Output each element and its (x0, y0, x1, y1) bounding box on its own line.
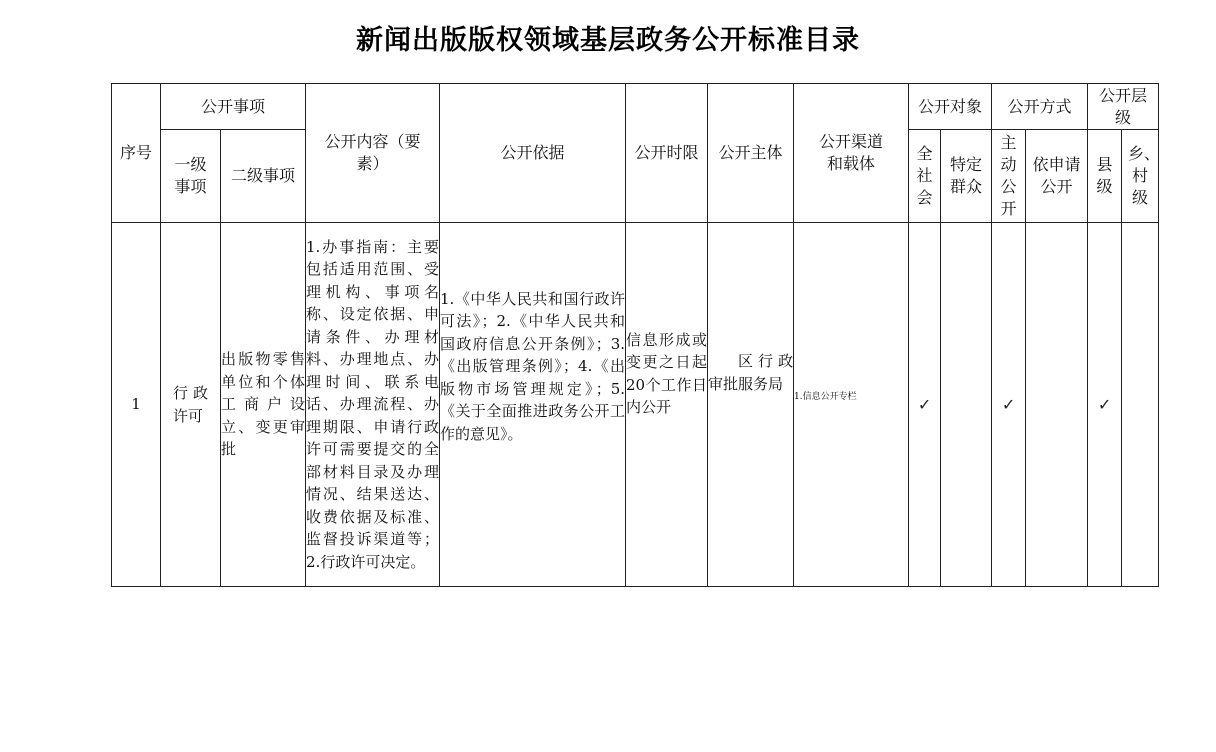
check-target-all: ✓ (909, 223, 941, 587)
header-subject: 公开主体 (708, 84, 794, 223)
cell-content: 1.办事指南：主要包括适用范围、受理机构、事项名称、设定依据、申请条件、办理材料、办理地点、办理时间、联系电话、办理流程、办理期限、申请行政许可需要提交的全部材料目录及办理情况、结果送达、收费依据及标准、监督投诉渠道等；2.行政许可决定。 (306, 223, 440, 587)
header-time-limit: 公开时限 (626, 84, 708, 223)
header-target: 公开对象 (909, 84, 992, 130)
cell-subject: 区行政审批服务局 (708, 223, 794, 587)
cell-basis: 1.《中华人民共和国行政许可法》；2.《中华人民共和国政府信息公开条例》；3.《出版管理条例》；4.《出版物市场管理规定》；5.《关于全面推进政务公开工作的意见》。 (440, 223, 626, 587)
header-seq: 序号 (112, 84, 161, 223)
header-items: 公开事项 (161, 84, 306, 130)
header-level2: 二级事项 (221, 130, 306, 223)
header-method: 公开方式 (992, 84, 1088, 130)
check-method-apply (1026, 223, 1088, 587)
header-level1: 一级事项 (161, 130, 221, 223)
catalog-table (111, 83, 1159, 587)
check-method-active: ✓ (992, 223, 1026, 587)
header-row-1 (112, 84, 1159, 130)
cell-level2: 出版物零售单位和个体工商户设立、变更审批 (221, 223, 306, 587)
check-level-county: ✓ (1088, 223, 1122, 587)
cell-seq: 1 (112, 223, 161, 587)
check-target-specific (941, 223, 992, 587)
header-target-all: 全社会 (909, 130, 941, 223)
table-row (112, 223, 1159, 587)
header-channel: 公开渠道和载体 (794, 84, 909, 223)
header-target-specific: 特定群众 (941, 130, 992, 223)
check-level-township (1122, 223, 1159, 587)
header-content: 公开内容（要素） (306, 84, 440, 223)
cell-channel: 1.信息公开专栏 (794, 223, 909, 587)
header-level-county: 县级 (1088, 130, 1122, 223)
cell-time-limit: 信息形成或变更之日起20个工作日内公开 (626, 223, 708, 587)
header-basis: 公开依据 (440, 84, 626, 223)
header-level-township: 乡、村级 (1122, 130, 1159, 223)
header-level: 公开层级 (1088, 84, 1159, 130)
cell-level1: 行政许可 (161, 223, 221, 587)
header-method-active: 主动公开 (992, 130, 1026, 223)
header-method-apply: 依申请公开 (1026, 130, 1088, 223)
page-title: 新闻出版版权领域基层政务公开标准目录 (356, 25, 860, 56)
